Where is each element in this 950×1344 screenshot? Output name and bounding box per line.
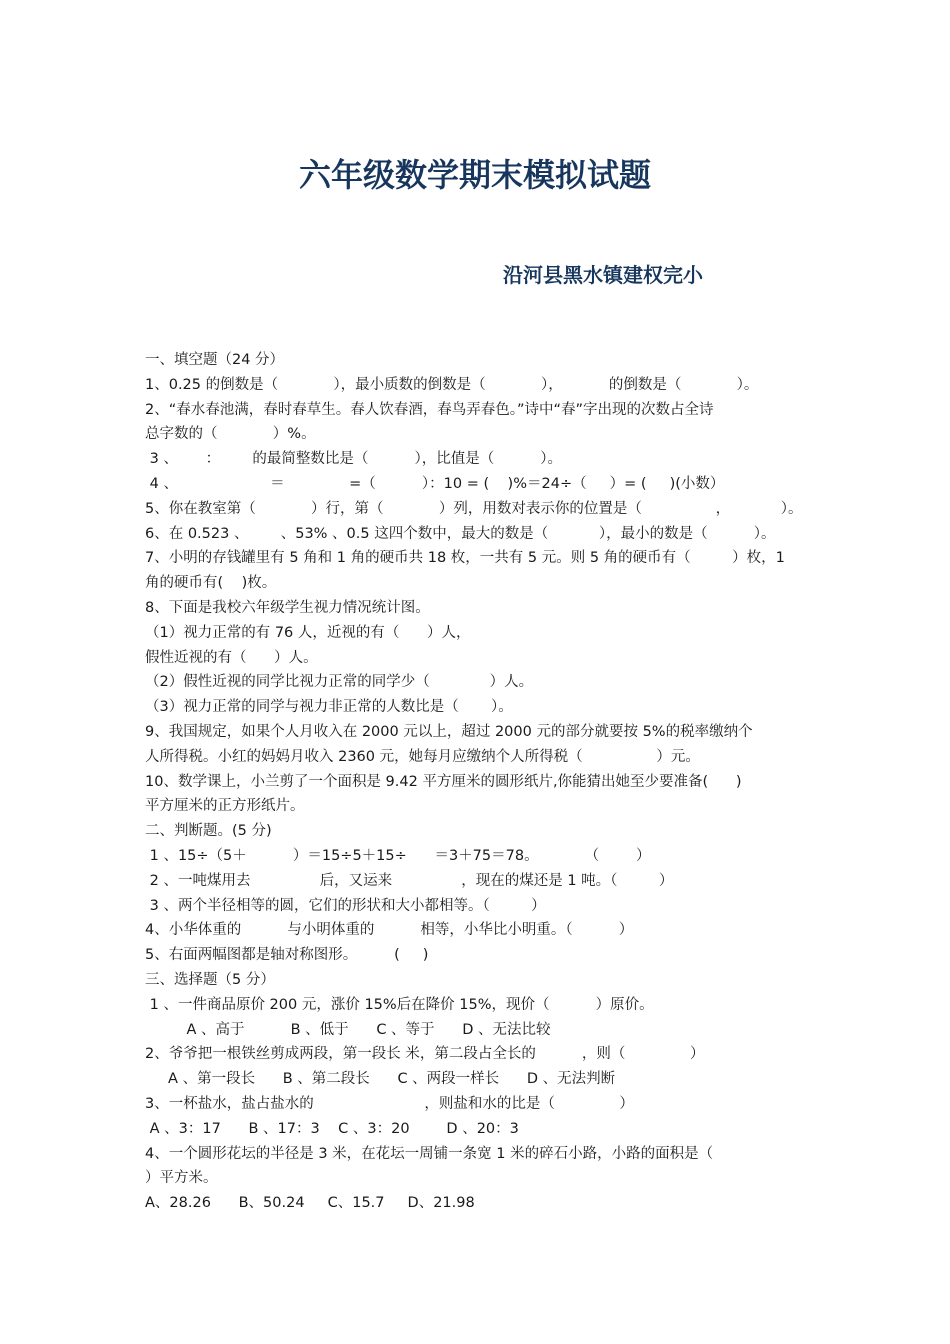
question-line: 人所得税。小红的妈妈月收入 2360 元，她每月应缴纳个人所得税（ ）元。 <box>145 748 700 765</box>
question-line: 角的硬币有( )枚。 <box>145 575 277 592</box>
question-line: 2 、一吨煤用去 后，又运来 ，现在的煤还是 1 吨。（ ） <box>145 872 674 889</box>
question-line: 2、“春水春池满，春时春草生。春人饮春酒，春鸟弄春色。”诗中“春”字出现的次数占全诗 <box>145 401 714 418</box>
question-line: 平方厘米的正方形纸片。 <box>145 798 305 815</box>
question-line: 3、一杯盐水，盐占盐水的 ，则盐和水的比是（ ） <box>145 1095 634 1112</box>
question-line: 1 、一件商品原价 200 元，涨价 15%后在降价 15%，现价（ ）原价。 <box>145 996 654 1013</box>
section-heading-multiple-choice: 三、选择题（5 分） <box>145 971 275 988</box>
question-line: 2、爷爷把一根铁丝剪成两段，第一段长 米，第二段占全长的 ，则（ ） <box>145 1046 705 1063</box>
question-line: （3）视力正常的同学与视力非正常的人数比是（ ）。 <box>145 699 513 716</box>
choice-options: A 、第一段长 B 、第二段长 C 、两段一样长 D 、无法判断 <box>145 1071 616 1088</box>
page-title: 六年级数学期末模拟试题 <box>298 156 651 194</box>
question-line: 1、0.25 的倒数是（ ），最小质数的倒数是（ ）， 的倒数是（ ）。 <box>145 376 759 393</box>
exam-content <box>145 348 810 1216</box>
question-line: 5、右面两幅图都是轴对称图形。 ( ) <box>145 947 429 964</box>
question-line: 4、一个圆形花坛的半径是 3 米，在花坛一周铺一条宽 1 米的碎石小路，小路的面积是（ <box>145 1145 714 1162</box>
choice-options: A 、3：17 B 、17：3 C 、3：20 D 、20：3 <box>145 1120 519 1137</box>
choice-options: A 、高于 B 、低于 C 、等于 D 、无法比较 <box>145 1021 551 1038</box>
question-line: 总字数的（ ）%。 <box>145 426 316 443</box>
question-line: 3 、两个半径相等的圆，它们的形状和大小都相等。（ ） <box>145 897 546 914</box>
question-line: 8、下面是我校六年级学生视力情况统计图。 <box>145 599 430 616</box>
question-line: 4 、 ＝ =（ ）：10 = ( )%＝24÷（ ）= ( )(小数） <box>145 475 725 492</box>
question-line: 10、数学课上，小兰剪了一个面积是 9.42 平方厘米的圆形纸片,你能猜出她至少要准备( ) <box>145 773 742 790</box>
question-line: 1 、15÷（5＋ ）＝15÷5＋15÷ ＝3＋75＝78。 （ ） <box>145 847 651 864</box>
question-line: 5、你在教室第（ ）行，第（ ）列，用数对表示你的位置是（ ， ）。 <box>145 500 803 517</box>
question-line: 7、小明的存钱罐里有 5 角和 1 角的硬币共 18 枚，一共有 5 元。则 5 角的硬币有（ ）枚，1 <box>145 550 785 567</box>
question-line: 9、我国规定，如果个人月收入在 2000 元以上，超过 2000 元的部分就要按 5%的税率缴纳个 <box>145 723 753 740</box>
question-line: ）平方米。 <box>145 1170 218 1187</box>
question-line: （1）视力正常的有 76 人，近视的有（ ）人， <box>145 624 471 641</box>
question-line: 6、在 0.523 、 、53% 、0.5 这四个数中，最大的数是（ ），最小的数是（ ）。 <box>145 525 776 542</box>
section-heading-fill-blank: 一、填空题（24 分） <box>145 352 285 368</box>
question-line: 3 、 ： 的最简整数比是（ ），比值是（ ）。 <box>145 451 563 468</box>
question-line: 假性近视的有（ ）人。 <box>145 649 318 666</box>
choice-options: A、28.26 B、50.24 C、15.7 D、21.98 <box>145 1195 475 1212</box>
school-name: 沿河县黑水镇建权完小 <box>503 263 703 287</box>
question-line: 4、小华体重的 与小明体重的 相等，小华比小明重。（ ） <box>145 922 634 939</box>
question-line: （2）假性近视的同学比视力正常的同学少（ ）人。 <box>145 674 534 691</box>
section-heading-true-false: 二、判断题。(5 分) <box>145 823 272 840</box>
